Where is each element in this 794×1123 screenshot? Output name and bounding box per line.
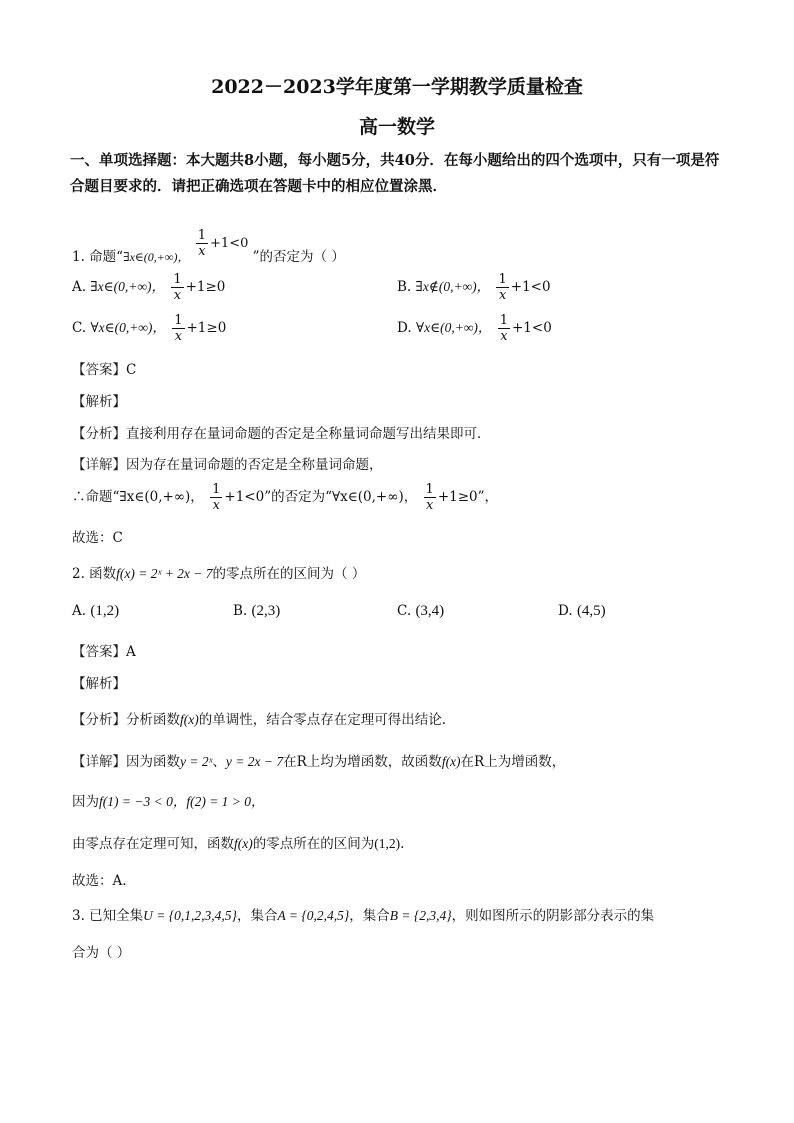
q1-frac-num: 1: [197, 228, 207, 243]
q1-frac-den: x: [198, 244, 206, 259]
q2-answer: 【答案】A: [72, 644, 136, 660]
q1-option-a: A. ∃x∈(0,+∞)， $\frac{1}{x}$ +1≥0: [72, 272, 226, 303]
q2-detail: 【详解】因为函数y = 2ˣ、y = 2x − 7在R上均为增函数，故函数f(x)在R上为增函数，: [72, 754, 566, 770]
q1-stem: [72, 228, 345, 265]
q2-values: 因为f(1) = −3 < 0，f(2) = 1 > 0，: [72, 794, 265, 810]
page-title: 2022－2023学年度第一学期教学质量检查: [211, 76, 583, 98]
q2-stem: 2. 函数f(x) = 2ˣ + 2x − 7的零点所在的区间为（ ）: [72, 566, 366, 582]
q2-func: f(x) = 2ˣ + 2x − 7: [116, 566, 213, 581]
q2-option-c: C. (3,4): [397, 603, 445, 619]
q1-option-d: D. ∀x∈(0,+∞)， $\frac{1}{x}$ +1<0: [397, 313, 552, 344]
q1-fenxi: 【分析】直接利用存在量词命题的否定是全称量词命题写出结果即可．: [72, 426, 491, 442]
q1-analysis-tag: 【解析】: [72, 394, 126, 410]
q2-option-d: D. (4,5): [558, 603, 606, 619]
q2-analysis-tag: 【解析】: [72, 676, 126, 692]
q1-option-c: C. ∀x∈(0,+∞)， $\frac{1}{x}$ +1≥0: [72, 313, 227, 344]
q2-conclusion: 由零点存在定理可知，函数f(x)的零点所在的区间为(1,2).: [72, 836, 405, 852]
q1-choose: 故选：C: [72, 530, 123, 546]
q2-fenxi: 【分析】分析函数f(x)的单调性，结合零点存在定理可得出结论.: [72, 712, 447, 728]
q2-option-b: B. (2,3): [233, 603, 281, 619]
q1-suffix: ”的否定为（ ）: [252, 249, 345, 265]
q2-choose: 故选：A.: [72, 873, 127, 889]
q3-stem-line2: 合为（ ）: [72, 945, 131, 961]
q1-conclusion: ∴命题“∃x∈(0,+∞)， $\frac{1}{x}$ +1<0”的否定为“∀x∈(0,+∞)， $\frac{1}{x}$ +1≥0”，: [72, 482, 499, 513]
q1-exists: ∃x∈(0,+∞)，: [123, 250, 190, 264]
q1-detail: 【详解】因为存在量词命题的否定是全称量词命题，: [72, 457, 383, 473]
q1-answer: 【答案】C: [72, 362, 137, 378]
q2-option-a: A. (1,2): [72, 603, 120, 619]
q3-stem: 3. 已知全集U = {0,1,2,3,4,5}，集合A = {0,2,4,5}，集合B = {2,3,4}，则如图所示的阴影部分表示的集: [72, 908, 655, 924]
section-instruction: 一、单项选择题：本大题共8小题，每小题5分，共40分．在每小题给出的四个选项中，只有一项是符合题目要求的．请把正确选项在答题卡中的相应位置涂黑．: [70, 152, 720, 195]
q1-frac-tail: +1<0: [210, 236, 249, 251]
q1-prefix: 1. 命题“: [72, 249, 124, 265]
q1-option-b: B. ∃x∉(0,+∞)， $\frac{1}{x}$ +1<0: [397, 272, 551, 303]
page-subtitle: 高一数学: [358, 116, 435, 138]
